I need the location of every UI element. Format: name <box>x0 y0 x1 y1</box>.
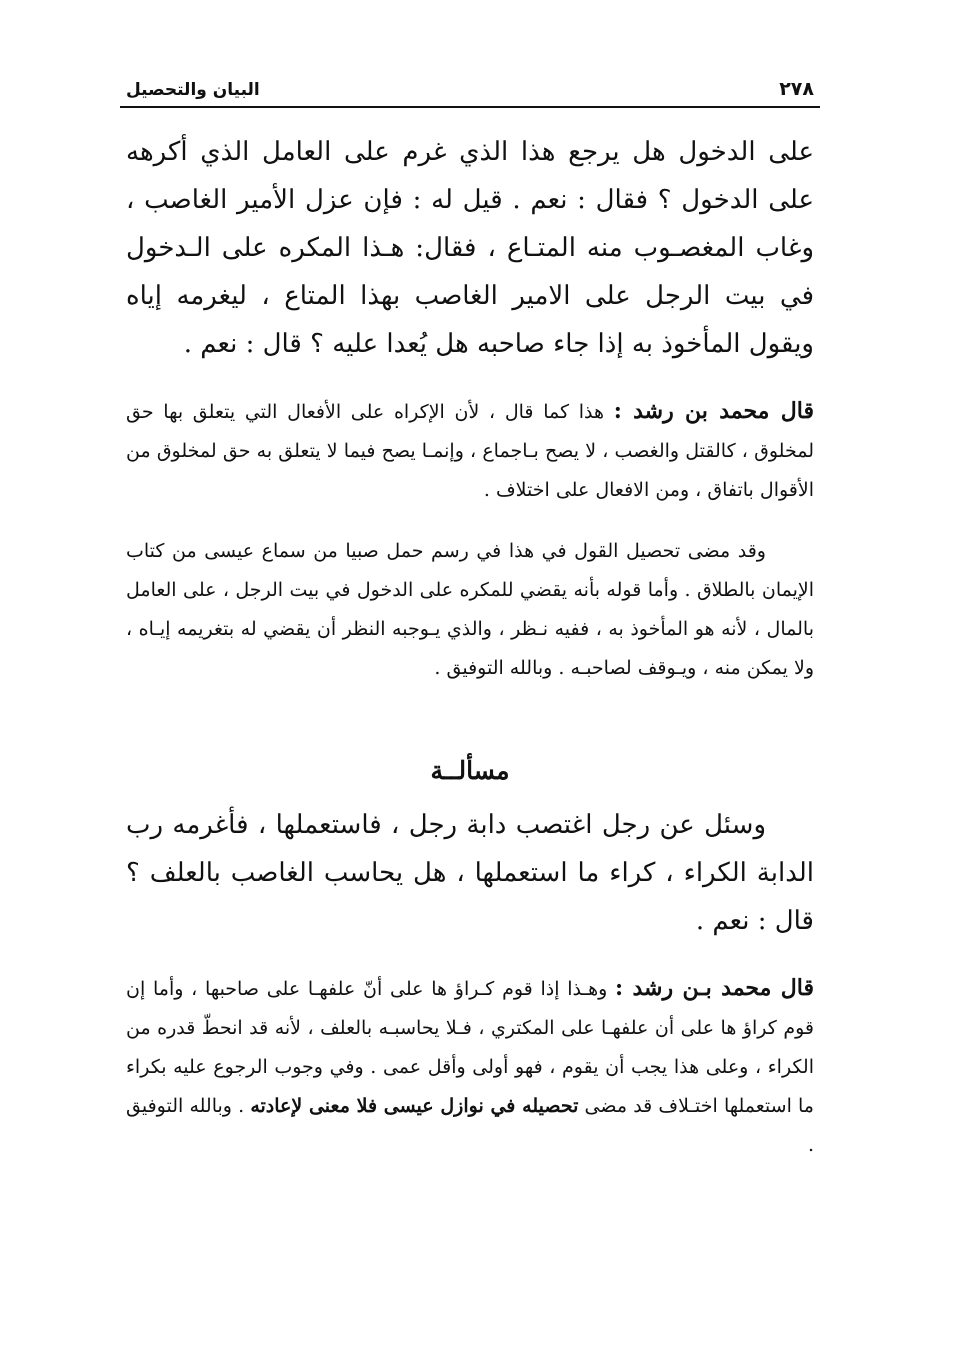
book-page <box>120 78 820 1165</box>
commentary-bold-phrase: تحصيله في نوازل عيسى فلا معنى لإعادته <box>250 1095 579 1117</box>
section-heading: مسألــة <box>430 756 510 785</box>
commentary-paragraph-2 <box>126 969 814 1165</box>
commentary-closing: . وبالله التوفيق . <box>126 1095 814 1156</box>
commentary-reference-paragraph: وقد مضى تحصيل القول في هذا في رسم حمل صبيا من سماع عيسى من كتاب الإيمان بالطلاق . وأما قوله بأنه يقضي للمكره على الدخول في بيت الرجل ، على العامل بالمال ، لأنه هو المأخوذ به ، ففيه نـظر ، والذي يـوجبه النظر أن يقضي له بتغريمه إيـاه ، ولا يمكن منه ، ويـوقف لصاحبـه . وبالله التوفيق . <box>126 540 814 679</box>
page-number: ٢٧٨ <box>779 78 814 100</box>
commentary-speaker: قال محمد بن رشد : <box>613 398 814 424</box>
question-continuation: على الدخول هل يرجع هذا الذي غرم على العامل الذي أكرهه على الدخول ؟ فقال : نعم . قيل له : فإن عزل الأمير الغاصب ، وغاب المغصـوب منه المتـاع ، فقال: هـذا المكره على الـدخول في بيت الرجل على الامير الغاصب بهذا المتاع ، ليغرمه إياه ويقول المأخوذ به إذا جاء صاحبه هل يُعدا عليه ؟ قال : نعم . <box>126 137 814 359</box>
book-title: البيان والتحصيل <box>126 80 260 100</box>
page-content <box>120 128 820 1165</box>
running-header <box>120 78 820 108</box>
commentary-paragraph <box>126 392 814 510</box>
commentary-text-2: وهـذا إذا قوم كـراؤ ها على أنّ علفهـا على صاحبها ، وأما إن قوم كراؤ ها على أن علفهـا على المكتري ، فـلا يحاسبـه بالعلف ، لأنه قد انحطّ قدره من الكراء ، وعلى هذا يجب أن يقوم ، فهو أولى وأقل عمى . وفي وجوب الرجوع عليه بكراء ما استعملها اختـلاف قد مضى <box>126 978 814 1117</box>
commentary-text: هذا كما قال ، لأن الإكراه على الأفعال التي يتعلق بها حق لمخلوق ، كالقتل والغصب ، لا يصح بـاجماع ، وإنمـا يصح فيما لا يتعلق به حق لمخلوق من الأقوال باتفاق ، ومن الافعال على اختلاف . <box>126 401 814 501</box>
question-paragraph: وسئل عن رجل اغتصب دابة رجل ، فاستعملها ، فأغرمه رب الدابة الكراء ، كراء ما استعملها ، هل يحاسب الغاصب بالعلف ؟ قال : نعم . <box>126 810 814 936</box>
commentary-speaker-2: قال محمد بـن رشد : <box>615 975 814 1001</box>
